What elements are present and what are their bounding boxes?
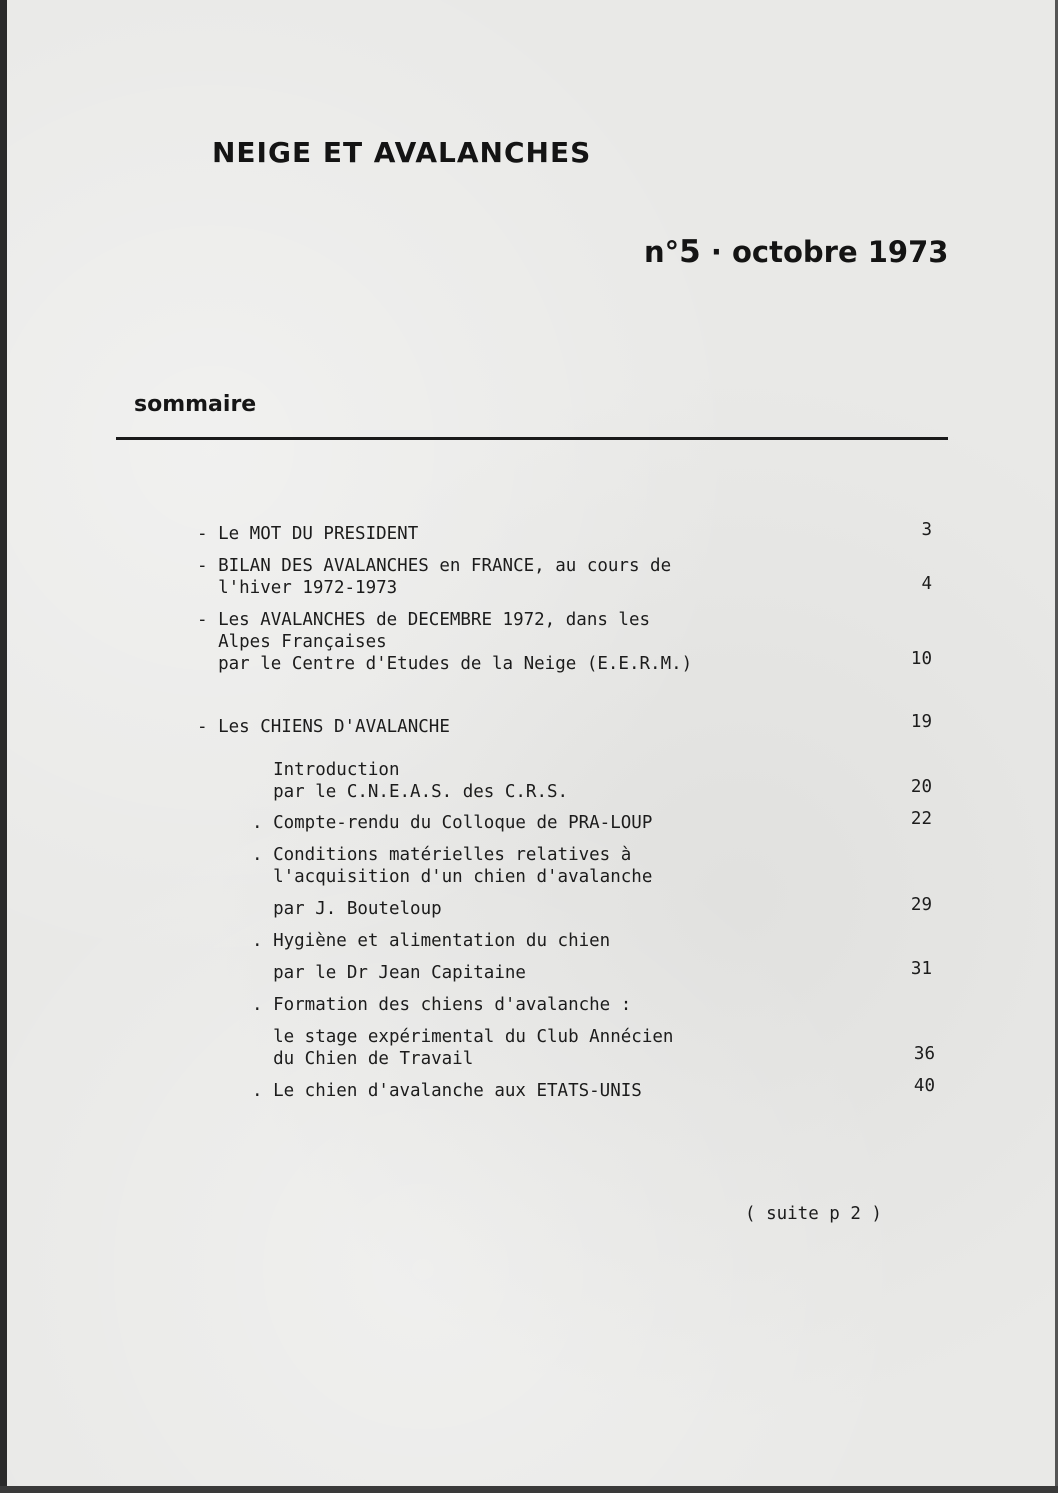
toc-page-number: 10 bbox=[910, 649, 932, 669]
toc-entry-line: - BILAN DES AVALANCHES en FRANCE, au cours de bbox=[197, 556, 672, 576]
toc-page-number: 40 bbox=[913, 1076, 935, 1096]
toc-page-number: 22 bbox=[910, 809, 932, 829]
continuation-note: ( suite p 2 ) bbox=[745, 1204, 882, 1224]
toc-entry-line: - Le MOT DU PRESIDENT bbox=[197, 524, 419, 544]
section-title: sommaire bbox=[134, 392, 257, 417]
toc-entry-line: . Conditions matérielles relatives à bbox=[252, 845, 632, 865]
toc-entry bbox=[197, 716, 450, 738]
issue-prefix: n° bbox=[644, 235, 680, 269]
toc-entry bbox=[252, 812, 652, 834]
issue-date: octobre 1973 bbox=[731, 235, 949, 269]
toc-page-number: 3 bbox=[921, 520, 932, 540]
toc-entry-line: le stage expérimental du Club Annécien bbox=[252, 1027, 674, 1047]
toc-entry bbox=[197, 555, 671, 599]
journal-title: NEIGE ET AVALANCHES bbox=[212, 136, 592, 169]
toc-entry-line: par le Centre d'Etudes de la Neige (E.E.R.M.) bbox=[197, 654, 693, 674]
toc-entry-line: . Le chien d'avalanche aux ETATS-UNIS bbox=[252, 1081, 642, 1101]
toc-page-number: 19 bbox=[910, 712, 932, 732]
toc-entry-line: par le Dr Jean Capitaine bbox=[252, 963, 526, 983]
toc-entry bbox=[252, 930, 610, 952]
toc-page-number: 4 bbox=[921, 574, 932, 594]
toc-entry-line: l'acquisition d'un chien d'avalanche bbox=[252, 867, 653, 887]
toc-page-number: 31 bbox=[910, 959, 932, 979]
toc-page-number: 20 bbox=[910, 777, 932, 797]
toc-entry bbox=[197, 609, 692, 675]
toc-entry-line: - Les CHIENS D'AVALANCHE bbox=[197, 717, 450, 737]
toc-entry-line: par J. Bouteloup bbox=[252, 899, 442, 919]
toc-entry-line: Alpes Françaises bbox=[197, 632, 387, 652]
toc-entry-line: . Hygiène et alimentation du chien bbox=[252, 931, 611, 951]
toc-entry-line: - Les AVALANCHES de DECEMBRE 1972, dans les bbox=[197, 610, 651, 630]
issue-number: 5 bbox=[679, 234, 701, 270]
toc-page-number: 36 bbox=[913, 1044, 935, 1064]
toc-entry bbox=[252, 1080, 642, 1102]
toc-entry-line: l'hiver 1972-1973 bbox=[197, 578, 398, 598]
issue-separator: · bbox=[710, 235, 722, 269]
toc-page-number: 29 bbox=[910, 895, 932, 915]
toc-entry bbox=[252, 898, 442, 920]
toc-entry-line: Introduction bbox=[252, 760, 400, 780]
toc-entry bbox=[197, 523, 418, 545]
toc-entry-line: . Compte-rendu du Colloque de PRA-LOUP bbox=[252, 813, 653, 833]
toc-entry bbox=[252, 759, 568, 803]
toc-entry bbox=[252, 844, 652, 888]
toc-entry bbox=[252, 1026, 673, 1070]
toc-entry bbox=[252, 962, 526, 984]
toc-entry-line: du Chien de Travail bbox=[252, 1049, 474, 1069]
toc-entry bbox=[252, 994, 631, 1016]
toc-entry-line: . Formation des chiens d'avalanche : bbox=[252, 995, 632, 1015]
toc-entry-line: par le C.N.E.A.S. des C.R.S. bbox=[252, 782, 569, 802]
